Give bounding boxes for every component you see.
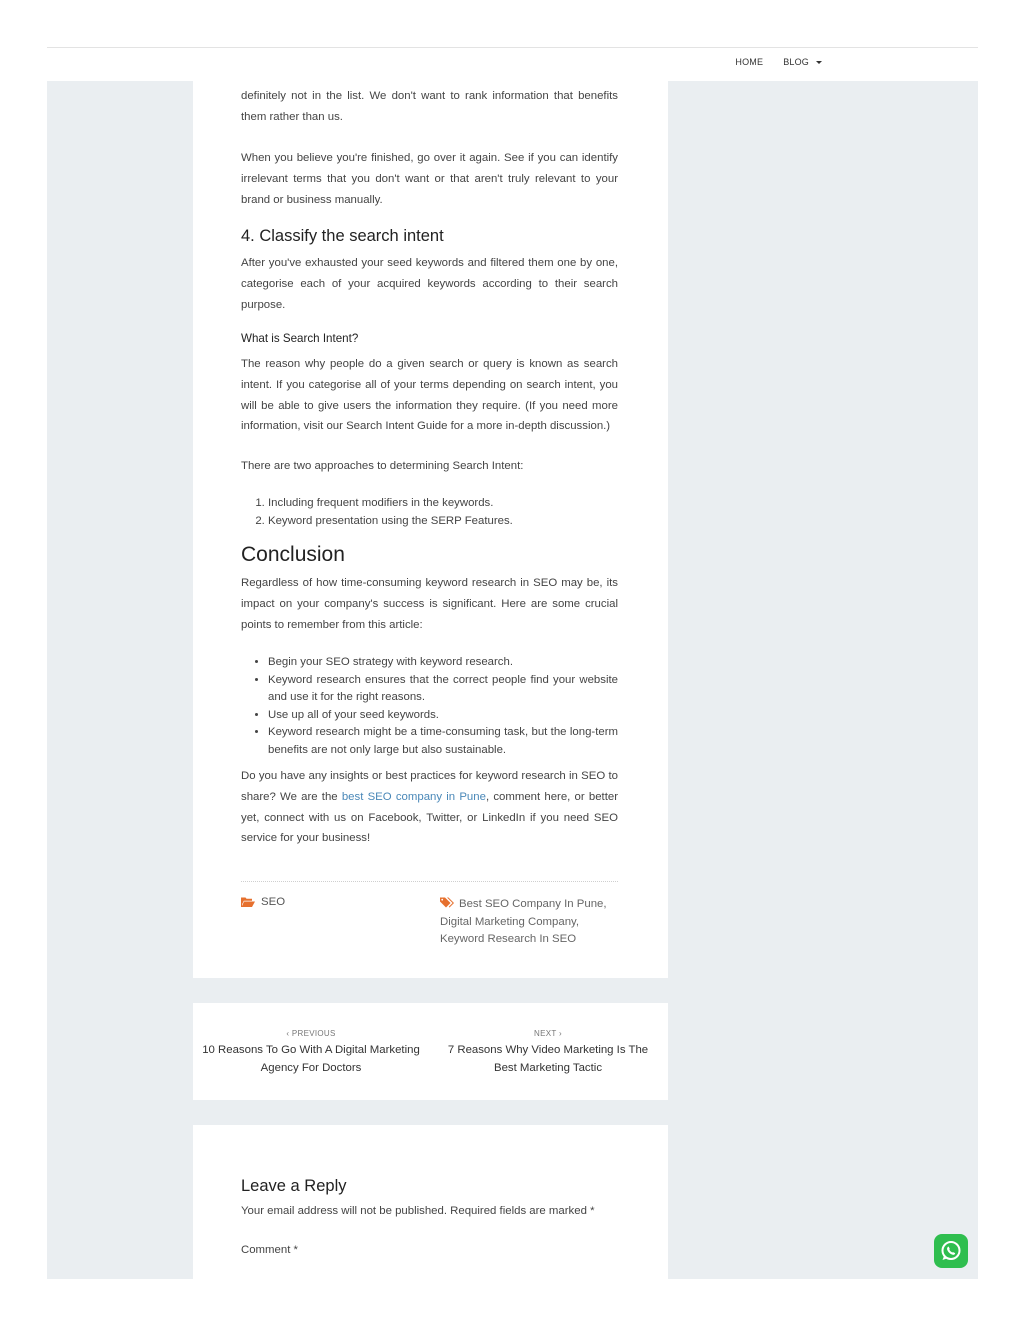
main-menu bbox=[735, 57, 822, 67]
best-seo-company-link[interactable]: best SEO company in Pune bbox=[341, 790, 486, 803]
tag-link[interactable]: Best SEO Company In Pune bbox=[459, 898, 604, 910]
paragraph bbox=[241, 573, 618, 635]
tags-icon bbox=[440, 897, 455, 908]
list-item: 2. Keyword presentation using the SERP Features. bbox=[268, 513, 618, 531]
nav-blog-label: BLOG bbox=[783, 57, 809, 67]
paragraph-text bbox=[241, 766, 618, 849]
post-tags: Best SEO Company In Pune, Digital Marketing Company, Keyword Research In SEO bbox=[440, 898, 607, 946]
previous-post-title: 10 Reasons To Go With A Digital Marketing Agency For Doctors bbox=[202, 1044, 420, 1074]
nav-home-link[interactable]: HOME bbox=[735, 57, 764, 67]
key-points-list bbox=[241, 654, 618, 760]
next-label: NEXT › bbox=[534, 1029, 562, 1038]
section-heading-classify: 4. Classify the search intent bbox=[241, 227, 444, 245]
whatsapp-chat-button[interactable] bbox=[934, 1234, 968, 1268]
cta-text-after: , comment here, or better yet, connect with us on Facebook, Twitter, or LinkedIn if you need SEO service for your business! bbox=[241, 790, 619, 845]
comment-label: Comment * bbox=[241, 1244, 298, 1256]
paragraph-text: When you believe you're finished, go over it again. See if you can identify irrelevant terms that you don't want or that aren't truly relevant to your brand or business manually. bbox=[241, 152, 618, 206]
divider bbox=[241, 881, 618, 882]
paragraph bbox=[241, 354, 618, 437]
leave-reply-section bbox=[193, 1125, 668, 1279]
tag-link[interactable]: Digital Marketing Company bbox=[440, 915, 576, 928]
conclusion-heading: Conclusion bbox=[241, 543, 345, 566]
list-item: 1. Including frequent modifiers in the keywords. bbox=[268, 495, 618, 513]
paragraph-text: definitely not in the list. We don't want to rank information that benefits them rather than us. bbox=[241, 90, 618, 123]
paragraph-text: Regardless of how time-consuming keyword research in SEO may be, its impact on your company's success is significant. Here are some crucial points to remember from this article: bbox=[241, 577, 618, 631]
next-post-link[interactable] bbox=[438, 1029, 658, 1077]
post-navigation bbox=[193, 1003, 668, 1100]
article-card bbox=[193, 47, 668, 978]
paragraph bbox=[241, 86, 618, 128]
paragraph bbox=[241, 456, 618, 477]
nav-blog-menu[interactable] bbox=[783, 57, 822, 67]
subheading-what-is-search-intent: What is Search Intent? bbox=[241, 332, 359, 345]
whatsapp-icon bbox=[939, 1239, 963, 1263]
paragraph bbox=[241, 148, 618, 210]
paragraph-text: After you've exhausted your seed keywords and filtered them one by one, categorise each of your acquired keywords according to their search purpose. bbox=[241, 257, 618, 311]
previous-post-link[interactable] bbox=[201, 1029, 421, 1077]
page-frame bbox=[47, 47, 978, 1279]
list-item: • Use up all of your seed keywords. bbox=[268, 707, 618, 725]
previous-label: ‹ PREVIOUS bbox=[286, 1029, 336, 1038]
paragraph-cta bbox=[241, 766, 618, 849]
paragraph bbox=[241, 253, 618, 315]
reply-title: Leave a Reply bbox=[241, 1177, 347, 1195]
category-link-seo[interactable]: SEO bbox=[261, 896, 286, 908]
next-post-title: 7 Reasons Why Video Marketing Is The Best Marketing Tactic bbox=[447, 1044, 649, 1074]
cta-text-before: Do you have any insights or best practices for keyword research in SEO to share? We are the bbox=[241, 770, 618, 803]
list-item: • Begin your SEO strategy with keyword research. bbox=[268, 654, 618, 672]
folder-open-icon bbox=[241, 897, 255, 908]
caret-down-icon bbox=[816, 61, 822, 64]
post-category bbox=[241, 896, 285, 908]
list-item: • Keyword research ensures that the correct people find your website and use it for the right reasons. bbox=[268, 672, 618, 707]
paragraph-text: There are two approaches to determining Search Intent: bbox=[241, 460, 524, 472]
approaches-list bbox=[241, 495, 618, 530]
top-navbar bbox=[47, 47, 978, 81]
paragraph-text: The reason why people do a given search or query is known as search intent. If you categorise all of your terms depending on search intent, you will be able to give users the information they require. (If you need more information, visit our Search Intent Guide for a more in-depth discussion.) bbox=[241, 358, 618, 433]
list-item: • Keyword research might be a time-consuming task, but the long-term benefits are not only large but also sustainable. bbox=[268, 724, 618, 759]
tag-link[interactable]: Keyword Research In SEO bbox=[440, 933, 577, 946]
reply-note: Your email address will not be published. Required fields are marked * bbox=[241, 1205, 595, 1217]
